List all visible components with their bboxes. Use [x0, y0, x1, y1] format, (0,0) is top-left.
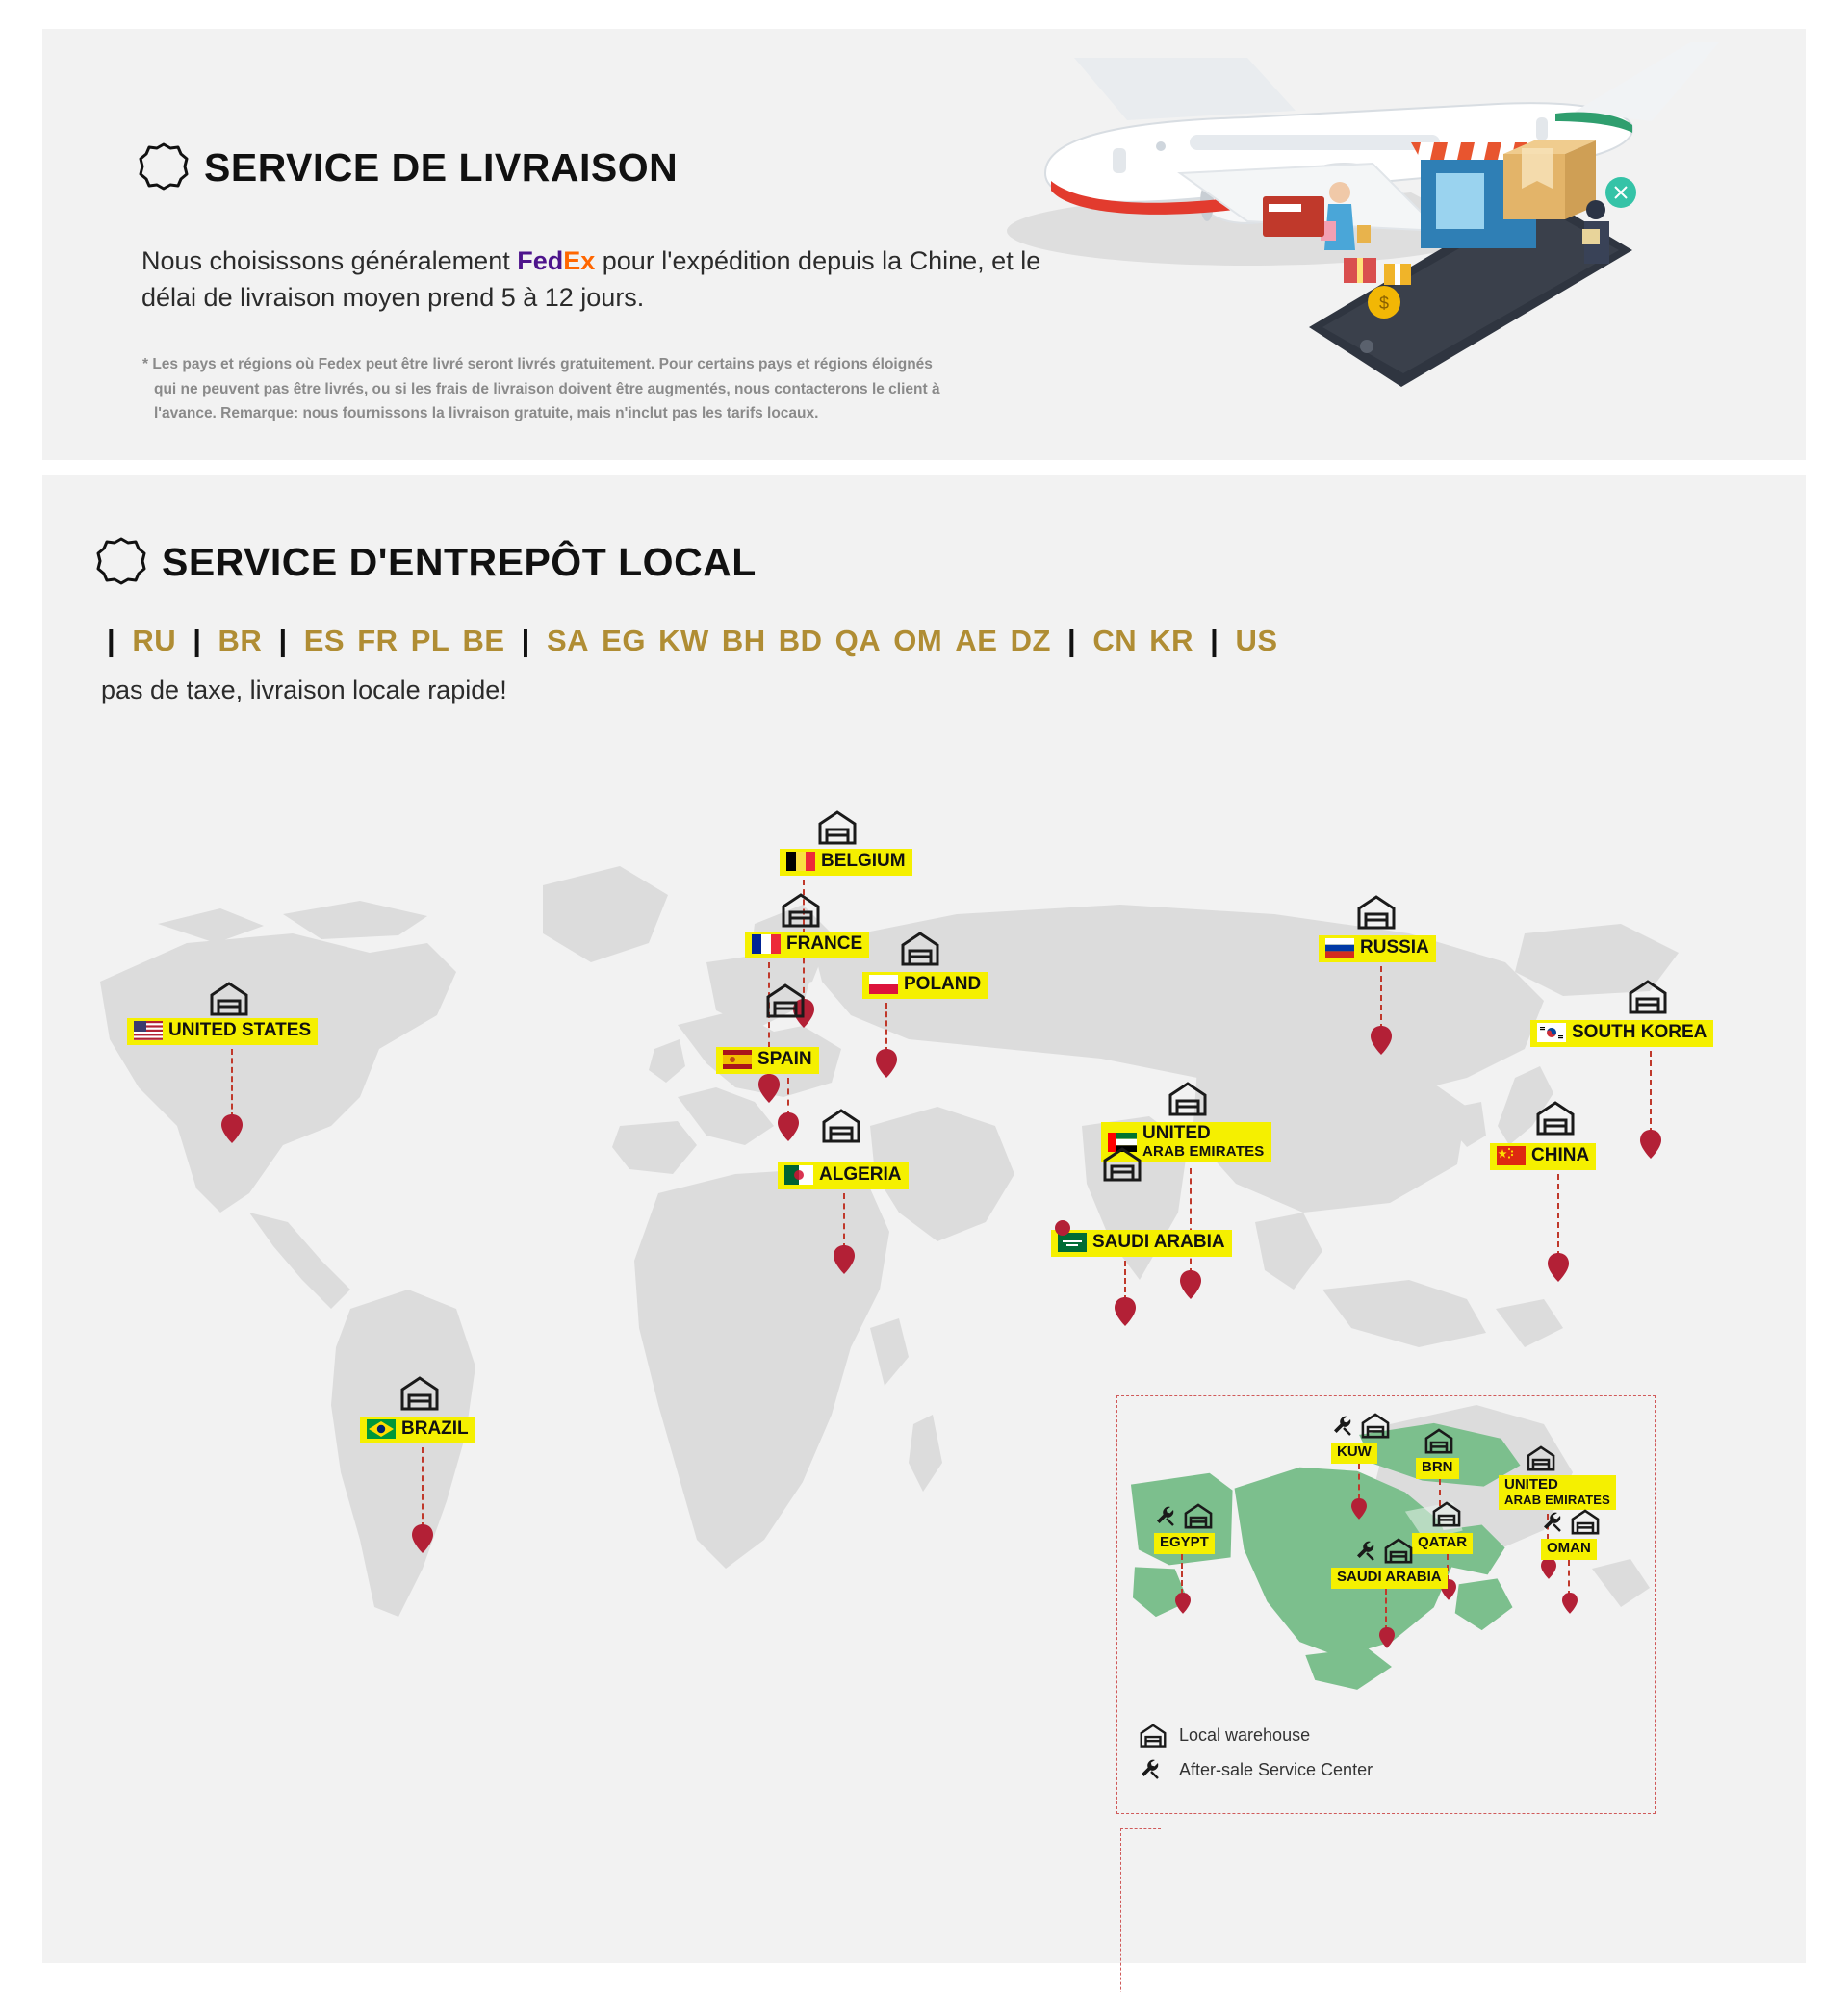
fedex-brand-fed: Fed — [517, 246, 564, 275]
label-bahrain[interactable] — [1416, 1458, 1459, 1479]
pin-leader-line — [886, 1003, 887, 1053]
label-qatar-text: QATAR — [1418, 1534, 1468, 1550]
wrench-icon — [1331, 1414, 1356, 1439]
map-marker — [1548, 1253, 1569, 1282]
warehouse-icon — [780, 891, 822, 928]
label-brazil-text: BRAZIL — [401, 1418, 469, 1439]
label-egypt-text: EGYPT — [1160, 1534, 1209, 1550]
code-cn: CN — [1092, 624, 1138, 657]
legend-local-warehouse-label: Local warehouse — [1179, 1724, 1311, 1745]
warehouse-icon — [1101, 1145, 1143, 1182]
code-eg: EG — [602, 624, 646, 657]
label-inset-uae-text — [1504, 1477, 1610, 1507]
code-group-0: RU — [132, 624, 177, 657]
warehouse-icon — [1424, 1427, 1454, 1454]
label-russia-text: RUSSIA — [1360, 937, 1429, 958]
label-brazil[interactable] — [360, 1417, 475, 1443]
shipping-service-panel — [42, 29, 1806, 460]
warehouse-icon — [764, 982, 807, 1018]
warehouse-icon — [1139, 1723, 1168, 1748]
map-marker — [1541, 1558, 1556, 1579]
warehouse-icon — [1627, 978, 1669, 1014]
label-oman-text: OMAN — [1547, 1540, 1591, 1556]
code-separator: | — [521, 624, 530, 657]
label-qatar[interactable] — [1412, 1533, 1473, 1554]
label-kuwait-text: KUW — [1337, 1443, 1372, 1460]
flag-dz-icon — [784, 1165, 813, 1185]
label-poland-text: POLAND — [904, 974, 982, 994]
shipping-illustration — [959, 29, 1806, 460]
label-algeria-text: ALGERIA — [819, 1164, 902, 1185]
warehouse-country-codes — [101, 624, 1280, 658]
wrench-icon — [1154, 1504, 1179, 1529]
label-saudi-arabia[interactable] — [1051, 1230, 1232, 1257]
svg-text:$: $ — [1378, 294, 1390, 313]
warehouse-icon — [1534, 1099, 1577, 1136]
shipping-desc-before: Nous choisissons généralement — [141, 246, 518, 275]
map-marker — [876, 1049, 897, 1078]
wrench-icon — [1139, 1757, 1168, 1782]
code-bh: BH — [721, 624, 766, 657]
flag-us-icon — [134, 1021, 163, 1040]
code-group-1: BR — [218, 624, 263, 657]
warehouse-icon — [1431, 1500, 1462, 1527]
flag-fr-icon — [752, 934, 781, 954]
label-uae-line1: UNITED — [1142, 1123, 1211, 1143]
warehouse-title: SERVICE D'ENTREPÔT LOCAL — [162, 539, 757, 584]
warehouse-section-title — [96, 537, 757, 587]
flag-br-icon — [367, 1419, 396, 1439]
legend-row-local-warehouse — [1139, 1723, 1373, 1748]
warehouse-icon — [1355, 893, 1398, 930]
label-spain[interactable] — [716, 1047, 819, 1074]
label-france[interactable] — [745, 932, 869, 958]
code-separator: | — [107, 624, 116, 657]
code-qa: QA — [834, 624, 882, 657]
starburst-icon — [139, 142, 189, 192]
pin-leader-line — [1568, 1560, 1570, 1596]
code-kw: KW — [658, 624, 709, 657]
warehouse-icon — [208, 980, 250, 1016]
label-spain-text: SPAIN — [757, 1049, 812, 1069]
code-es: ES — [303, 624, 346, 657]
wrench-icon — [1541, 1510, 1566, 1535]
map-marker — [1562, 1593, 1578, 1614]
label-inset-saudi-arabia[interactable] — [1331, 1568, 1448, 1589]
label-belgium[interactable] — [780, 849, 912, 876]
label-russia[interactable] — [1319, 935, 1436, 962]
map-marker — [1371, 1026, 1392, 1055]
label-inset-uae-line2: ARAB EMIRATES — [1504, 1492, 1610, 1507]
warehouse-icon — [1570, 1508, 1601, 1535]
starburst-icon — [96, 537, 146, 587]
pin-leader-line — [231, 1049, 233, 1118]
shipping-section-title — [139, 142, 678, 192]
label-united-states[interactable] — [127, 1018, 318, 1045]
code-separator: | — [1210, 624, 1219, 657]
code-ae: AE — [955, 624, 998, 657]
flag-cn-icon — [1497, 1146, 1526, 1165]
label-uae-line2: ARAB EMIRATES — [1142, 1142, 1265, 1160]
warehouse-icon — [1167, 1080, 1209, 1116]
wrench-icon — [1354, 1539, 1379, 1564]
shipping-note-text: * Les pays et régions où Fedex peut être livré seront livrés gratuitement. Pour certains pays et régions éloignés qui ne peuvent pas être livrés, ou si les frais de livraison doivent être augmentés, nous contacterons le client à l'avance. Remarque: nous fournissons la livraison gratuite, mais n'inclut pas les tarifs locaux. — [142, 356, 940, 422]
flag-be-icon — [786, 852, 815, 871]
pin-leader-line — [422, 1447, 424, 1528]
pin-leader-line — [1385, 1589, 1387, 1631]
code-pl: PL — [410, 624, 450, 657]
flag-kr-icon — [1537, 1023, 1566, 1042]
fedex-brand-ex: Ex — [563, 246, 596, 275]
map-marker — [1379, 1627, 1395, 1648]
legend-after-sale-label: After-sale Service Center — [1179, 1759, 1373, 1779]
flag-ru-icon — [1325, 938, 1354, 958]
label-inset-uae-line1: UNITED — [1504, 1476, 1558, 1493]
map-marker — [1640, 1130, 1661, 1159]
label-inset-saudi-arabia-text: SAUDI ARABIA — [1337, 1569, 1442, 1585]
warehouse-subtitle: pas de taxe, livraison locale rapide! — [101, 676, 507, 704]
label-saudi-arabia-text: SAUDI ARABIA — [1092, 1232, 1225, 1252]
map-marker — [778, 1112, 799, 1141]
warehouse-icon — [899, 930, 941, 966]
map-dot — [1055, 1220, 1070, 1236]
middle-east-inset — [1116, 1395, 1656, 1814]
code-kr: KR — [1149, 624, 1194, 657]
flag-es-icon — [723, 1050, 752, 1069]
pin-leader-line — [1557, 1174, 1559, 1257]
map-marker — [758, 1074, 780, 1103]
code-be: BE — [462, 624, 505, 657]
pin-leader-line — [1358, 1464, 1360, 1500]
code-om: OM — [893, 624, 943, 657]
inset-legend — [1139, 1723, 1373, 1792]
code-us: US — [1235, 624, 1278, 657]
pin-leader-line — [1380, 966, 1382, 1030]
code-bd: BD — [778, 624, 823, 657]
label-belgium-text: BELGIUM — [821, 851, 906, 871]
inset-connector — [1120, 1828, 1161, 1992]
code-separator: | — [192, 624, 202, 657]
warehouse-icon — [398, 1374, 441, 1411]
map-marker — [1351, 1498, 1367, 1520]
page-title: SERVICE DE LIVRAISON — [204, 144, 679, 190]
label-egypt[interactable] — [1154, 1533, 1215, 1554]
pin-leader-line — [1181, 1554, 1183, 1595]
legend-row-after-sale — [1139, 1757, 1373, 1782]
pin-leader-line — [1190, 1168, 1192, 1274]
label-south-korea[interactable] — [1530, 1020, 1713, 1047]
warehouse-icon — [816, 808, 859, 845]
label-china[interactable] — [1490, 1143, 1596, 1170]
warehouse-icon — [1383, 1537, 1414, 1564]
warehouse-icon — [820, 1107, 862, 1143]
warehouse-icon — [1360, 1412, 1391, 1439]
code-sa: SA — [546, 624, 590, 657]
warehouse-icon — [1526, 1444, 1556, 1471]
label-algeria[interactable] — [778, 1162, 909, 1189]
code-separator: | — [278, 624, 288, 657]
code-fr: FR — [357, 624, 398, 657]
label-poland[interactable] — [862, 972, 988, 999]
map-marker — [221, 1114, 243, 1143]
label-bahrain-text: BRN — [1422, 1459, 1453, 1475]
pin-leader-line — [787, 1078, 789, 1116]
flag-pl-icon — [869, 975, 898, 994]
label-south-korea-text: SOUTH KOREA — [1572, 1022, 1707, 1042]
shipping-description — [141, 243, 1065, 317]
label-kuwait[interactable] — [1331, 1443, 1377, 1464]
label-china-text: CHINA — [1531, 1145, 1590, 1165]
label-uae-text — [1142, 1124, 1265, 1160]
warehouse-icon — [1183, 1502, 1214, 1529]
shipping-desc-after: pour l'expédition depuis la Chine, et le délai de livraison moyen prend 5 à 12 jours. — [141, 246, 1041, 313]
pin-leader-line — [843, 1193, 845, 1249]
code-separator: | — [1067, 624, 1077, 657]
map-marker — [1175, 1593, 1191, 1614]
code-dz: DZ — [1010, 624, 1051, 657]
shipping-note — [142, 352, 941, 426]
map-marker — [834, 1245, 855, 1274]
label-oman[interactable] — [1541, 1539, 1597, 1560]
map-marker — [1180, 1270, 1201, 1299]
pin-leader-line — [1650, 1051, 1652, 1134]
label-inset-uae[interactable] — [1499, 1475, 1616, 1510]
label-united-states-text: UNITED STATES — [168, 1020, 312, 1040]
flag-sa-icon — [1058, 1233, 1087, 1252]
pin-leader-line — [1124, 1261, 1126, 1301]
map-marker — [1115, 1297, 1136, 1326]
map-marker — [412, 1524, 433, 1553]
label-france-text: FRANCE — [786, 933, 863, 954]
